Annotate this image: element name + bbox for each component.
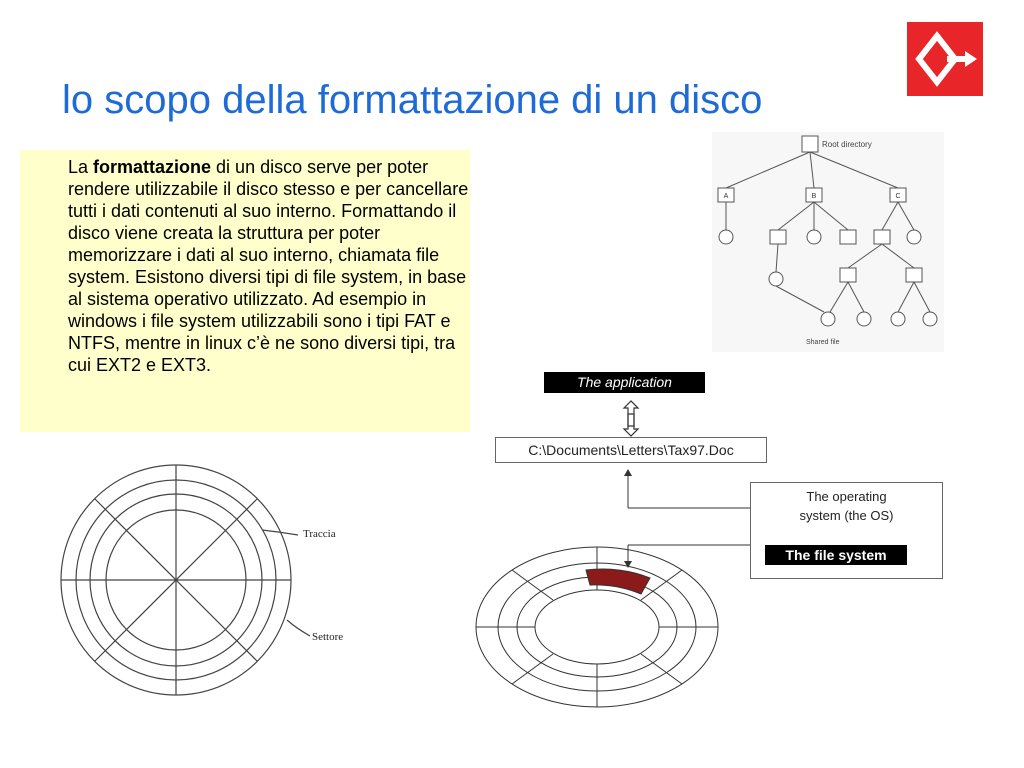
os-label-line2: system (the OS) [799, 508, 894, 523]
tree-shared-label: Shared file [806, 339, 840, 346]
slide-title: lo scopo della formattazione di un disco [62, 78, 763, 122]
text-body: di un disco serve per poter rendere utilizzabile il disco stesso e per cancellare tutti i dati contenuti al suo interno. Formattando il disco viene creata la struttura per poter memorizzare i dati al suo interno, chiamata file system. Esistono diversi tipi di file system, in base al sistema operativo utilizzato. Ad esempio in windows i file system utilizzabili sono i tipi FAT e NTFS, mentre in linux c’è ne sono diversi tipi, tra cui EXT2 e EXT3. [68, 157, 469, 375]
os-label-line1: The operating [806, 489, 887, 504]
text-bold-term: formattazione [93, 157, 212, 177]
tree-node-c: C [895, 193, 901, 200]
text-lead: La [68, 157, 94, 177]
file-path-box: C:\Documents\Letters\Tax97.Doc [495, 437, 767, 463]
file-system-label: The file system [765, 545, 907, 565]
tree-root-label: Root directory [822, 140, 872, 149]
tree-node-b: B [811, 193, 817, 200]
application-box: The application [544, 372, 705, 393]
sector-label: Settore [312, 631, 344, 643]
tree-node-a: A [723, 193, 729, 200]
track-label: Traccia [303, 528, 336, 540]
